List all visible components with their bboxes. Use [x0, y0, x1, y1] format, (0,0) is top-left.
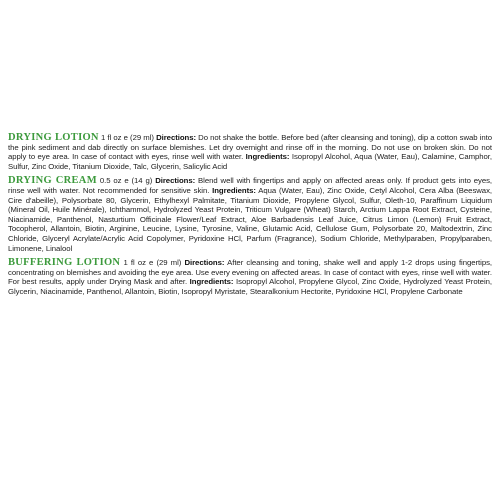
buffering-lotion-ingredients: Isopropyl Alcohol, Propylene Glycol, Zinc Oxide, Hydrolyzed Yeast Protein, Glycerin, Niacinamide, Panthenol, Allantoin, Biotin, Isopropyl Myristate, Stearalkonium Hectorite, Pyridoxine HCl, Propylene Carbonate — [8, 277, 492, 296]
buffering-lotion-size: 1 fl oz e (29 ml) — [123, 258, 182, 268]
buffering-lotion-directions: After cleansing and toning, shake well and apply 1-2 drops using fingertips, concentrating on blemishes and avoiding the eye area. Use every evening on affected areas. In case of contact with eyes, rinse well with water. For best results, apply under Drying Mask and after. — [8, 258, 493, 287]
drying-cream-ingredients: Aqua (Water, Eau), Zinc Oxide, Cetyl Alcohol, Cera Alba (Beeswax, Cire d'abeille), Polysorbate 80, Glycerin, Ethylhexyl Palmitate, Titanium Dioxide, Propylene Glycol, Sulfur, Oleth-10, Paraffinum Liquidum (Mineral Oil, Huile Minérale), Ichthammol, Hydrolyzed Yeast Protein, Triticum Vulgare (Wheat) Starch, Arctium Lappa Root Extract, Cysteine, Niacinamide, Panthenol, Nasturtium Officinale Flower/Leaf Extract, Aloe Barbadensis Leaf Juice, Citrus Limon (Lemon) Fruit Extract, Tocopherol, Allantoin, Biotin, Arginine, Leucine, Lysine, Tyrosine, Valine, Glutamic Acid, Cellulose Gum, Polysorbate 20, Maltodextrin, Zinc Chloride, Glyceryl Acrylate/Acrylic Acid Copolymer, Pyridoxine HCl, Parfum (Fragrance), Sodium Chloride, Methylparaben, Propylparaben, Limonene, Linalool — [8, 185, 492, 253]
drying-lotion-size: 1 fl oz e (29 ml) — [101, 133, 154, 142]
drying-lotion-directions: Do not shake the bottle. Before bed (after cleansing and toning), dip a cotton swab into the pink sediment and dab directly on surface blemishes. Let dry overnight and rinse off in the morning. Do not use on broken skin. Do not apply to eye area. In case of contact with eyes, rinse well with water. — [8, 133, 493, 162]
buffering-lotion-section — [8, 258, 492, 296]
drying-lotion-ingredients: Isopropyl Alcohol, Aqua (Water, Eau), Calamine, Camphor, Sulfur, Zinc Oxide, Titanium Dioxide, Talc, Glycerin, Salicylic Acid — [8, 152, 492, 171]
drying-lotion-title: DRYING LOTION — [8, 132, 99, 143]
drying-cream-directions: Blend well with fingertips and apply on affected areas only. If product gets into eyes, rinse well with water. Not recommended for sensitive skin. — [8, 176, 493, 195]
ingredients-panel — [8, 133, 492, 297]
drying-cream-section — [8, 176, 492, 253]
drying-cream-directions-label: Directions: — [155, 176, 196, 186]
buffering-lotion-ingredients-label: Ingredients: — [189, 277, 234, 287]
drying-lotion-directions-label: Directions: — [156, 133, 196, 142]
drying-cream-size: 0.5 oz e (14 g) — [99, 176, 153, 186]
buffering-lotion-directions-label: Directions: — [184, 258, 225, 268]
buffering-lotion-title: BUFFERING LOTION — [8, 257, 121, 269]
drying-lotion-ingredients-label: Ingredients: — [245, 152, 290, 162]
drying-cream-title: DRYING CREAM — [8, 175, 97, 187]
drying-cream-ingredients-label: Ingredients: — [212, 185, 256, 195]
drying-lotion-section — [8, 133, 492, 171]
